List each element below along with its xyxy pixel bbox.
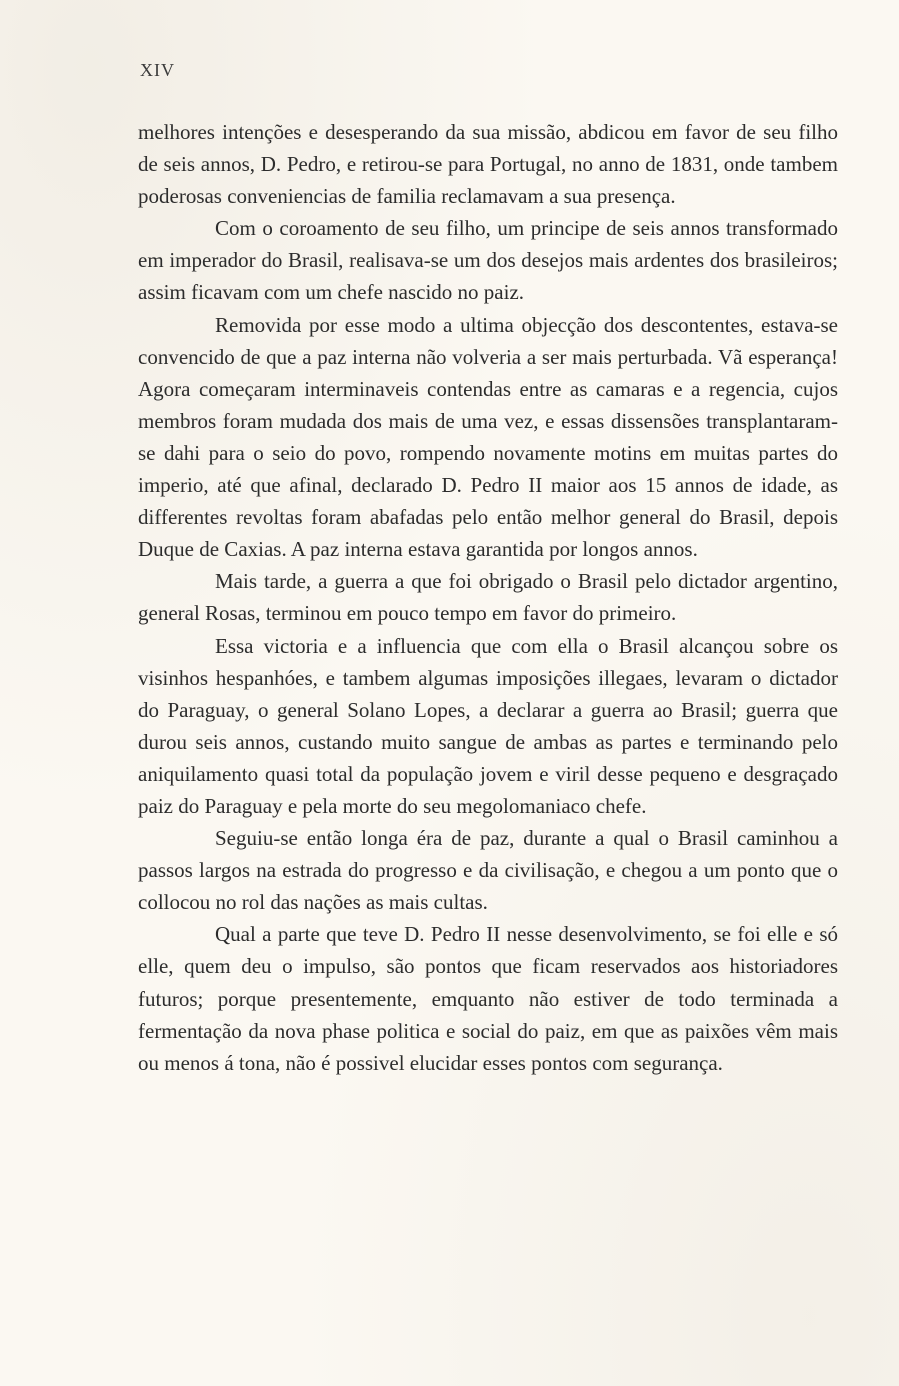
paragraph-7: Qual a parte que teve D. Pedro II nesse desenvolvimento, se foi elle e só elle, quem deu o impulso, são pontos que ficam reservados aos historiadores futuros; porque presentemente, emquanto não estiver de todo terminada a fermentação da nova phase politica e social do paiz, em que as paixões vêm mais ou menos á tona, não é possivel elucidar esses pontos com segurança. xyxy=(138,922,838,1075)
paragraph-5: Essa victoria e a influencia que com ella o Brasil alcançou sobre os visinhos hespanhóes, e tambem algumas imposições illegaes, levaram o dictador do Paraguay, o general Solano Lopes, a declarar a guerra ao Brasil; guerra que durou seis annos, custando muito sangue de ambas as partes e terminando pelo aniquilamento quasi total da população jovem e viril desse pequeno e desgraçado paiz do Paraguay e pela morte do seu megolomaniaco chefe. xyxy=(138,633,838,818)
paragraph-1: melhores intenções e desesperando da sua missão, abdicou em favor de seu filho de seis annos, D. Pedro, e retirou-se para Portugal, no anno de 1831, onde tambem poderosas conveniencias de familia reclamavam a sua presença. xyxy=(138,120,838,209)
paragraph-3: Removida por esse modo a ultima objecção dos descontentes, estava-se convencido de que a paz interna não volveria a ser mais perturbada. Vã esperança! Agora começaram interminaveis contendas entre as camaras e a regencia, cujos membros foram mudada dos mais de uma vez, e essas dissensões transplantaram-se dahi para o seio do povo, rompendo novamente motins em muitas partes do imperio, até que afinal, declarado D. Pedro II maior aos 15 annos de idade, as differentes revoltas foram abafadas pelo então melhor general do Brasil, depois Duque de Caxias. A paz interna estava garantida por longos annos. xyxy=(138,312,838,562)
paragraph-6: Seguiu-se então longa éra de paz, durante a qual o Brasil caminhou a passos largos na estrada do progresso e da civilisação, e chegou a um ponto que o collocou no rol das nações as mais cultas. xyxy=(138,826,838,915)
paragraph-2: Com o coroamento de seu filho, um principe de seis annos transformado em imperador do Brasil, realisava-se um dos desejos mais ardentes dos brasileiros; assim ficavam com um chefe nascido no paiz. xyxy=(138,216,838,305)
body-text xyxy=(138,116,838,1079)
page-number: XIV xyxy=(140,60,175,80)
paragraph-4: Mais tarde, a guerra a que foi obrigado o Brasil pelo dictador argentino, general Rosas, terminou em pouco tempo em favor do primeiro. xyxy=(138,569,838,626)
